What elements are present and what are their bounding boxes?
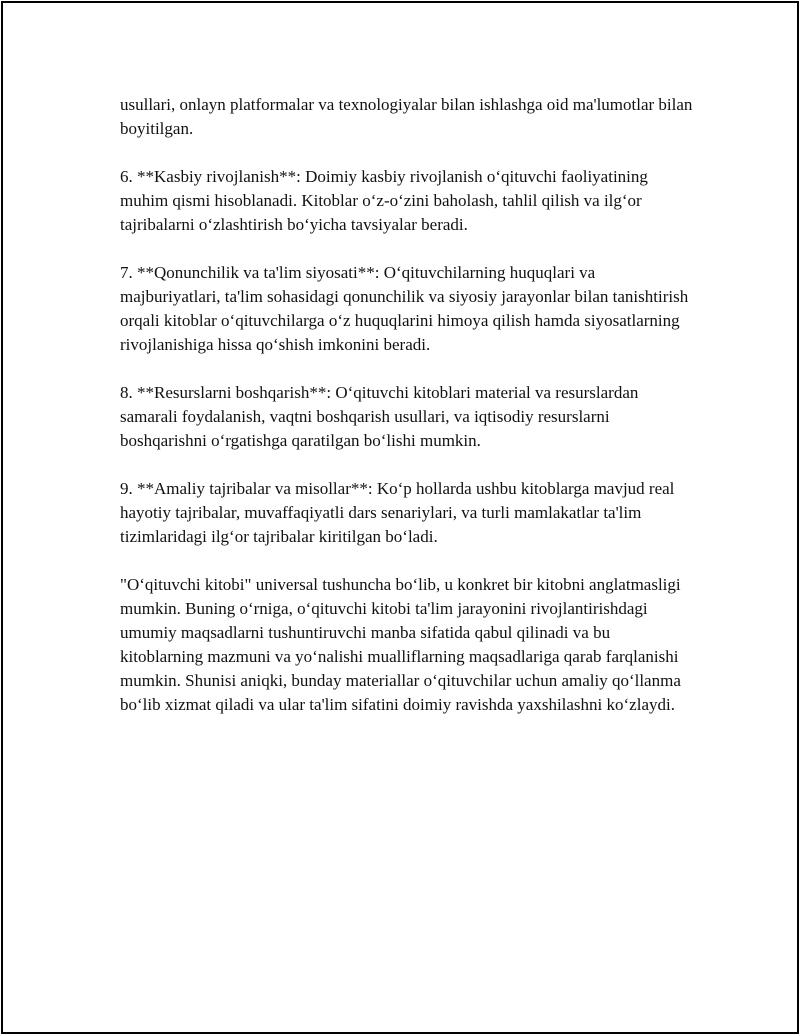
paragraph-item-9: 9. **Amaliy tajribalar va misollar**: Ko‘p hollarda ushbu kitoblarga mavjud real hayotiy tajribalar, muvaffaqiyatli dars senariylari, va turli mamlakatlar ta'lim tizimlaridagi ilg‘or tajribalar kiritilgan bo‘ladi. <box>120 479 675 546</box>
document-body <box>120 93 695 741</box>
paragraph-conclusion: "O‘qituvchi kitobi" universal tushuncha bo‘lib, u konkret bir kitobni anglatmasligi mumkin. Buning o‘rniga, o‘qituvchi kitobi ta'lim jarayonini rivojlantirishdagi umumiy maqsadlarni tushuntiruvchi manba sifatida qabul qilinadi va bu kitoblarning mazmuni va yo‘nalishi mualliflarning maqsadlariga qarab farqlanishi mumkin. Shunisi aniqki, bunday materiallar o‘qituvchilar uchun amaliy qo‘llanma bo‘lib xizmat qiladi va ular ta'lim sifatini doimiy ravishda yaxshilashni ko‘zlaydi. <box>120 575 681 714</box>
paragraph-item-7: 7. **Qonunchilik va ta'lim siyosati**: O‘qituvchilarning huquqlari va majburiyatlari, ta'lim sohasidagi qonunchilik va siyosiy jarayonlar bilan tanishtirish orqali kitoblar o‘qituvchilarga o‘z huquqlarini himoya qilish hamda siyosatlarning rivojlanishiga hissa qo‘shish imkonini beradi. <box>120 263 689 354</box>
paragraph-intro-continuation: usullari, onlayn platformalar va texnologiyalar bilan ishlashga oid ma'lumotlar bilan boyitilgan. <box>120 95 693 138</box>
paragraph-item-6: 6. **Kasbiy rivojlanish**: Doimiy kasbiy rivojlanish o‘qituvchi faoliyatining muhim qismi hisoblanadi. Kitoblar o‘z-o‘zini baholash, tahlil qilish va ilg‘or tajribalarni o‘zlashtirish bo‘yicha tavsiyalar beradi. <box>120 167 648 234</box>
paragraph-item-8: 8. **Resurslarni boshqarish**: O‘qituvchi kitoblari material va resurslardan samarali foydalanish, vaqtni boshqarish usullari, va iqtisodiy resurslarni boshqarishni o‘rgatishga qaratilgan bo‘lishi mumkin. <box>120 383 639 450</box>
document-page <box>1 1 799 1034</box>
